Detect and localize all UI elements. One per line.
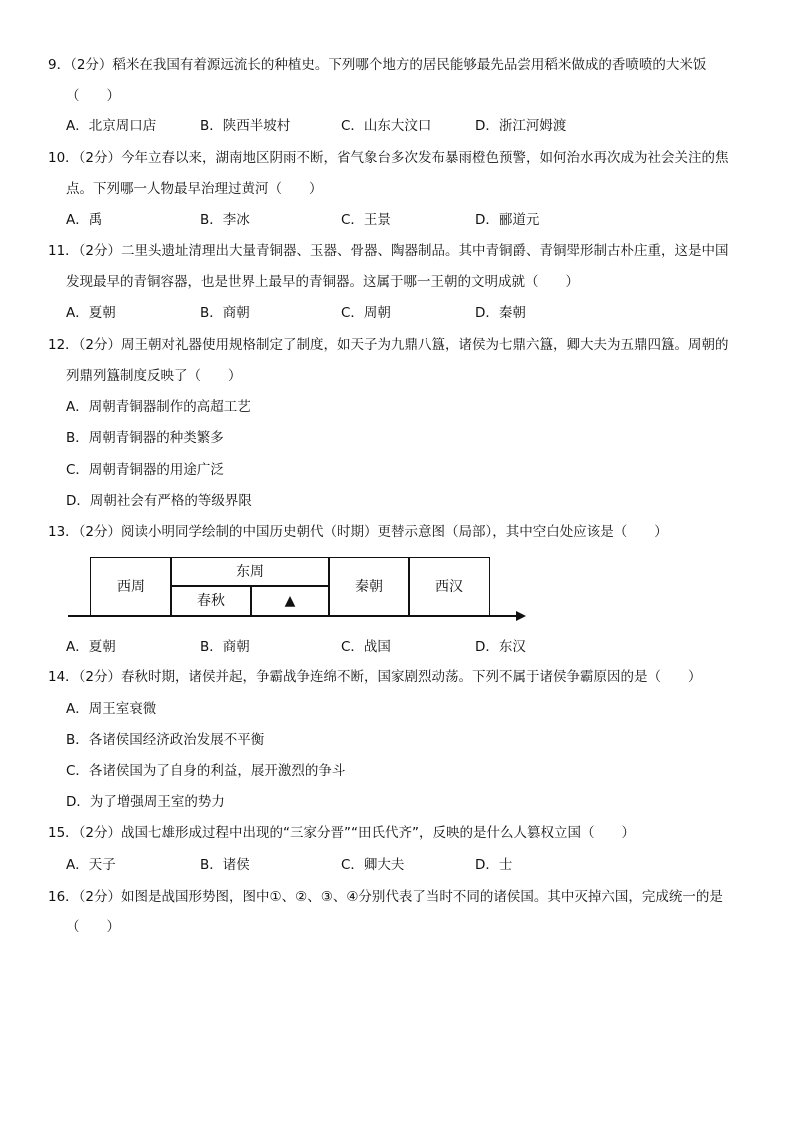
question-10-text-continued: 点。下列哪一人物最早治理过黄河（ ） (66, 181, 323, 197)
question-9-option-d: D．浙江河姆渡 (475, 118, 567, 134)
question-12-text: 12．（2分）周王朝对礼器使用规格制定了制度，如天子为九鼎八簋，诸侯为七鼎六簋，卿大夫为五鼎四簋。周朝的 (48, 337, 729, 353)
question-13-option-a: A．夏朝 (66, 639, 116, 655)
question-10-option-d: D．郦道元 (475, 212, 540, 228)
question-9-answer-blank: （ ） (66, 88, 120, 104)
question-11-option-a: A．夏朝 (66, 305, 116, 321)
question-11-option-b: B．商朝 (200, 305, 250, 321)
question-14-option-a: A．周王室衰微 (66, 701, 157, 717)
question-14-option-d: D．为了增强周王室的势力 (66, 794, 225, 810)
timeline-axis (68, 615, 520, 617)
question-10-option-b: B．李冰 (200, 212, 250, 228)
timeline-label-eastern-zhou: 东周 (236, 564, 264, 580)
question-9-text: 9．（2分）稻米在我国有着源远流长的种植史。下列哪个地方的居民能够最先品尝用稻米做成的香喷喷的大米饭 (48, 57, 707, 73)
timeline-label-spring-autumn: 春秋 (197, 593, 225, 609)
question-9-option-b: B．陕西半坡村 (200, 118, 291, 134)
question-13-option-d: D．东汉 (475, 639, 526, 655)
question-10-text: 10．（2分）今年立春以来，湖南地区阴雨不断，省气象台多次发布暴雨橙色预警，如何治水再次成为社会关注的焦 (48, 150, 729, 166)
question-10-option-c: C．王景 (341, 212, 391, 228)
timeline-label-western-han: 西汉 (435, 579, 463, 595)
question-15-option-d: D．士 (475, 857, 513, 873)
question-16-text: 16．（2分）如图是战国形势图，图中①、②、③、④分别代表了当时不同的诸侯国。其中灭掉六国，完成统一的是 (48, 889, 723, 905)
timeline-cell-spring-autumn (170, 585, 252, 617)
timeline-arrowhead (516, 611, 526, 621)
question-15-text: 15．（2分）战国七雄形成过程中出现的“三家分晋”“田氏代齐”，反映的是什么人篡权立国（ ） (48, 825, 635, 841)
question-12-option-c: C．周朝青铜器的用途广泛 (66, 462, 224, 478)
question-13-text: 13．（2分）阅读小明同学绘制的中国历史朝代（时期）更替示意图（局部），其中空白处应该是（ ） (48, 524, 668, 540)
question-12-option-a: A．周朝青铜器制作的高超工艺 (66, 399, 251, 415)
question-11-text: 11．（2分）二里头遗址清理出大量青铜器、玉器、骨器、陶器制品。其中青铜爵、青铜斝形制古朴庄重，这是中国 (48, 243, 729, 259)
timeline-blank-triangle-marker: ▲ (284, 593, 296, 609)
timeline-cell-qin (328, 557, 410, 617)
question-15-option-b: B．诸侯 (200, 857, 250, 873)
question-10-option-a: A．禹 (66, 212, 103, 228)
timeline-cell-western-han (408, 557, 490, 617)
question-9-option-a: A．北京周口店 (66, 118, 157, 134)
timeline-label-western-zhou: 西周 (117, 579, 145, 595)
question-12-text-continued: 列鼎列簋制度反映了（ ） (66, 368, 242, 384)
timeline-label-qin: 秦朝 (355, 579, 383, 595)
question-12-option-b: B．周朝青铜器的种类繁多 (66, 430, 224, 446)
question-16-answer-blank: （ ） (66, 919, 120, 935)
question-12-option-d: D．周朝社会有严格的等级界限 (66, 493, 252, 509)
question-13-option-c: C．战国 (341, 639, 391, 655)
question-11-text-continued: 发现最早的青铜容器，也是世界上最早的青铜器。这属于哪一王朝的文明成就（ ） (66, 274, 579, 290)
question-15-option-a: A．天子 (66, 857, 116, 873)
question-11-option-c: C．周朝 (341, 305, 391, 321)
question-14-text: 14．（2分）春秋时期，诸侯并起，争霸战争连绵不断，国家剧烈动荡。下列不属于诸侯争霸原因的是（ ） (48, 669, 702, 685)
question-9-option-c: C．山东大汶口 (341, 118, 432, 134)
question-13-option-b: B．商朝 (200, 639, 250, 655)
question-15-option-c: C．卿大夫 (341, 857, 405, 873)
question-11-option-d: D．秦朝 (475, 305, 526, 321)
question-14-option-c: C．各诸侯国为了自身的利益，展开激烈的争斗 (66, 763, 346, 779)
timeline-cell-western-zhou (90, 557, 172, 617)
timeline-cell-blank (250, 585, 330, 617)
question-14-option-b: B．各诸侯国经济政治发展不平衡 (66, 732, 265, 748)
timeline-cell-eastern-zhou (170, 557, 330, 587)
